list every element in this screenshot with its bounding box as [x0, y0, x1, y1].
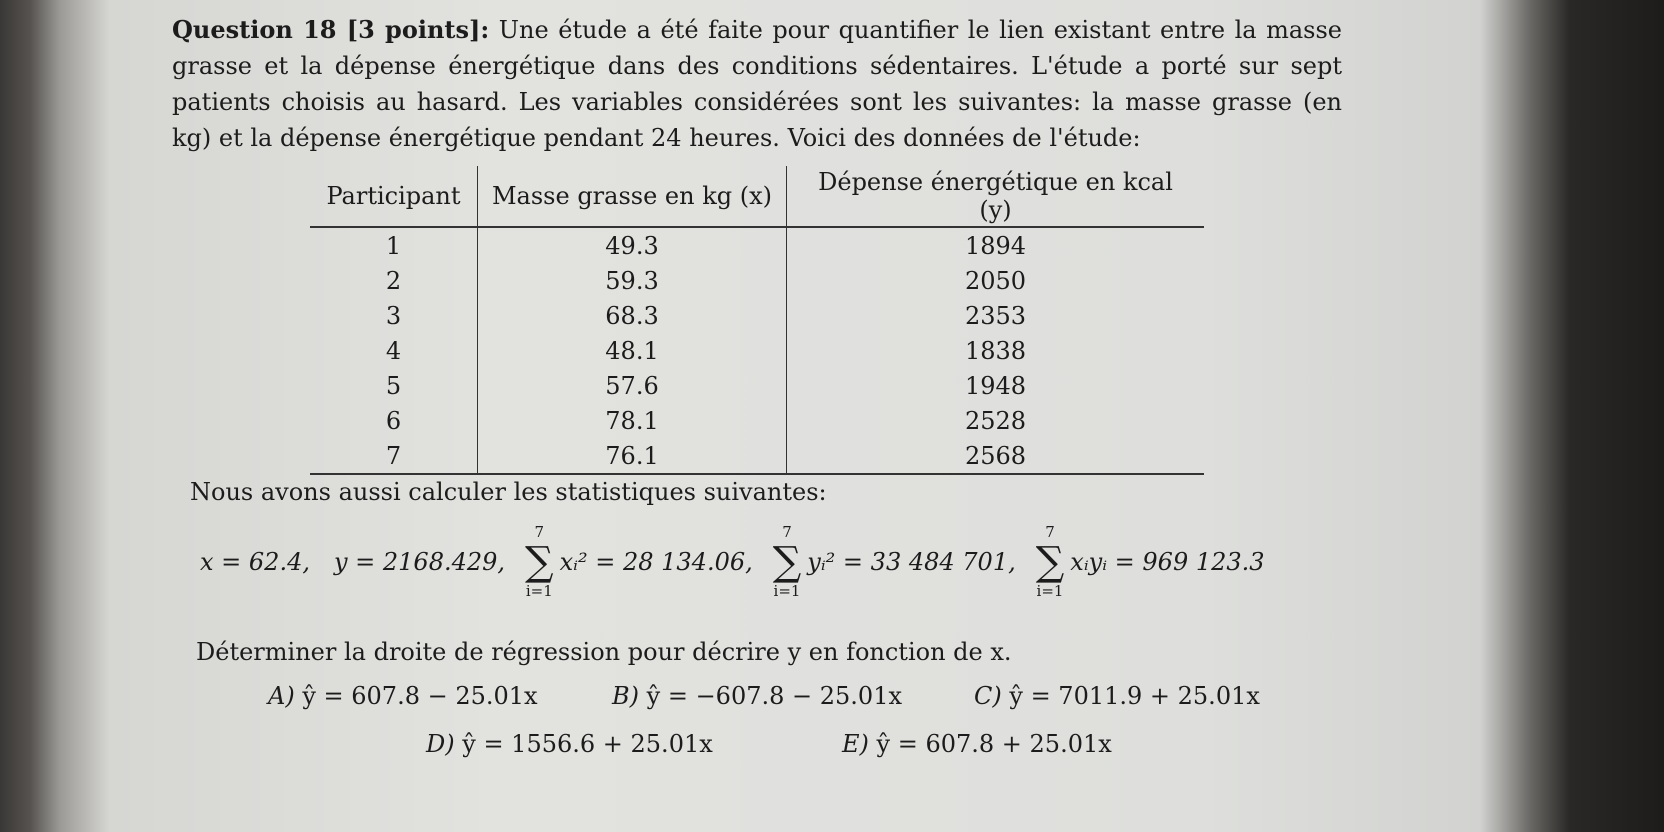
table-row — [310, 368, 1204, 403]
sum-symbol: 7 ∑ i=1 — [1035, 523, 1065, 600]
header-masse: Masse grasse en kg (x) — [478, 166, 787, 227]
option-b[interactable]: B) ŷ = −607.8 − 25.01x — [612, 682, 902, 710]
sum-symbol: 7 ∑ i=1 — [772, 523, 802, 600]
table-row — [310, 438, 1204, 474]
prompt-text: Déterminer la droite de régression pour décrire y en fonction de x. — [196, 638, 1012, 666]
table-row — [310, 298, 1204, 333]
masse-cell: 48.1 — [478, 333, 787, 368]
header-depense: Dépense énergétique en kcal (y) — [787, 166, 1205, 227]
data-table — [310, 166, 1204, 475]
depense-cell: 1838 — [787, 333, 1205, 368]
table-row — [310, 403, 1204, 438]
table-row — [310, 227, 1204, 263]
participant-cell: 7 — [310, 438, 478, 474]
masse-cell: 57.6 — [478, 368, 787, 403]
masse-cell: 49.3 — [478, 227, 787, 263]
option-d[interactable]: D) ŷ = 1556.6 + 25.01x — [426, 730, 713, 758]
masse-cell: 68.3 — [478, 298, 787, 333]
ybar-stat: y = 2168.429, — [333, 548, 506, 576]
depense-cell: 2528 — [787, 403, 1205, 438]
sum-x2-stat: xᵢ² = 28 134.06, — [559, 548, 753, 576]
table-row — [310, 333, 1204, 368]
depense-cell: 2568 — [787, 438, 1205, 474]
question-label: Question 18 [3 points]: — [172, 15, 490, 44]
depense-cell: 1894 — [787, 227, 1205, 263]
option-a[interactable]: A) ŷ = 607.8 − 25.01x — [268, 682, 538, 710]
sum-xy-stat: xᵢyᵢ = 969 123.3 — [1070, 548, 1265, 576]
sum-y2-stat: yᵢ² = 33 484 701, — [807, 548, 1016, 576]
table-row — [310, 263, 1204, 298]
participant-cell: 2 — [385, 266, 402, 295]
stats-line — [200, 525, 1265, 599]
masse-cell: 59.3 — [478, 263, 787, 298]
question-text — [172, 12, 1342, 156]
xbar-stat: x = 62.4, — [200, 548, 310, 576]
stats-intro: Nous avons aussi calculer les statistiques suivantes: — [190, 478, 827, 506]
participant-cell: 4 — [385, 336, 402, 365]
participant-cell: 5 — [385, 371, 402, 400]
participant-cell: 3 — [385, 301, 402, 330]
masse-cell: 76.1 — [478, 438, 787, 474]
sum-symbol: 7 ∑ i=1 — [525, 523, 554, 600]
header-participant: Participant — [310, 166, 478, 227]
participant-cell: 1 — [385, 231, 402, 260]
question-body: Une étude a été faite pour quantifier le lien existant entre la masse grasse et la dépense énergétique dans des conditions sédentaires. L'étude a porté sur sept patients choisis au hasard. Les variables considérées sont les suivantes: la masse grasse (en kg) et la dépense énergétique pendant 24 heures. Voici des données de l'étude: — [172, 16, 1342, 152]
option-c[interactable]: C) ŷ = 7011.9 + 25.01x — [974, 682, 1260, 710]
participant-cell: 6 — [385, 406, 402, 435]
depense-cell: 2353 — [787, 298, 1205, 333]
masse-cell: 78.1 — [478, 403, 787, 438]
depense-cell: 2050 — [787, 263, 1205, 298]
option-e[interactable]: E) ŷ = 607.8 + 25.01x — [842, 730, 1112, 758]
table-header-row — [310, 166, 1204, 227]
depense-cell: 1948 — [787, 368, 1205, 403]
